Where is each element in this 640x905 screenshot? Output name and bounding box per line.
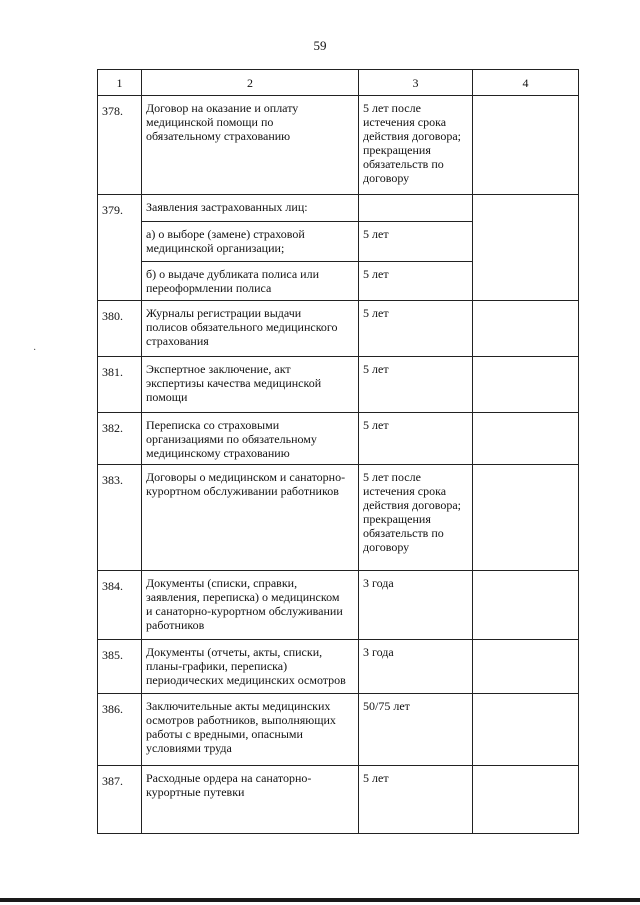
row-term (359, 195, 473, 222)
page-number: 59 (313, 38, 327, 53)
row-note (473, 357, 579, 413)
row-document: Переписка со страховыми организациями по обязательному медицинскому страхованию (142, 413, 359, 465)
row-term: 3 года (359, 640, 473, 694)
row-document: Документы (отчеты, акты, списки, планы-графики, переписка) периодических медицинских осмотров (142, 640, 359, 694)
row-term: 5 лет (359, 222, 473, 262)
table-row (98, 640, 579, 694)
row-document: Заявления застрахованных лиц: (142, 195, 359, 222)
table-row (98, 96, 579, 195)
row-note (473, 694, 579, 766)
row-term: 5 лет (359, 357, 473, 413)
row-term: 5 лет (359, 262, 473, 301)
header-col-number: 1 (98, 70, 142, 96)
row-document: б) о выдаче дубликата полиса или переоформлении полиса (142, 262, 359, 301)
row-number: 386. (98, 694, 142, 766)
header-col-document: 2 (142, 70, 359, 96)
table-row (98, 357, 579, 413)
row-number: 387. (98, 766, 142, 834)
row-term: 50/75 лет (359, 694, 473, 766)
row-note (473, 301, 579, 357)
table-row (98, 571, 579, 640)
row-note (473, 96, 579, 195)
row-document: Документы (списки, справки, заявления, переписка) о медицинском и санаторно-курортном обслуживании работников (142, 571, 359, 640)
row-number: 380. (98, 301, 142, 357)
header-col-term: 3 (359, 70, 473, 96)
row-document: Экспертное заключение, акт экспертизы качества медицинской помощи (142, 357, 359, 413)
row-term: 5 лет после истечения срока действия договора; прекращения обязательств по договору (359, 96, 473, 195)
row-note (473, 465, 579, 571)
row-number: 385. (98, 640, 142, 694)
row-document: Расходные ордера на санаторно- курортные путевки (142, 766, 359, 834)
table-header-row (98, 70, 579, 96)
row-term: 5 лет (359, 301, 473, 357)
row-note (473, 195, 579, 301)
header-col-note: 4 (473, 70, 579, 96)
row-document: а) о выборе (замене) страховой медицинской организации; (142, 222, 359, 262)
table-row (98, 766, 579, 834)
table-row (98, 301, 579, 357)
row-term: 5 лет (359, 766, 473, 834)
row-term: 5 лет после истечения срока действия договора; прекращения обязательств по договору (359, 465, 473, 571)
scan-speck: · (33, 345, 37, 356)
table-row (98, 465, 579, 571)
row-document: Договоры о медицинском и санаторно- курортном обслуживании работников (142, 465, 359, 571)
records-table (97, 69, 579, 834)
row-term: 3 года (359, 571, 473, 640)
row-note (473, 571, 579, 640)
row-document: Заключительные акты медицинских осмотров работников, выполняющих работы с вредными, опасными условиями труда (142, 694, 359, 766)
row-number: 379. (98, 195, 142, 301)
row-number: 384. (98, 571, 142, 640)
table-row (98, 694, 579, 766)
row-number: 382. (98, 413, 142, 465)
scan-bottom-edge (0, 898, 640, 902)
row-document: Договор на оказание и оплату медицинской помощи по обязательному страхованию (142, 96, 359, 195)
row-number: 381. (98, 357, 142, 413)
row-number: 378. (98, 96, 142, 195)
row-document: Журналы регистрации выдачи полисов обязательного медицинского страхования (142, 301, 359, 357)
row-number: 383. (98, 465, 142, 571)
table-row (98, 195, 579, 222)
row-term: 5 лет (359, 413, 473, 465)
table-row (98, 413, 579, 465)
row-note (473, 640, 579, 694)
row-note (473, 766, 579, 834)
row-note (473, 413, 579, 465)
